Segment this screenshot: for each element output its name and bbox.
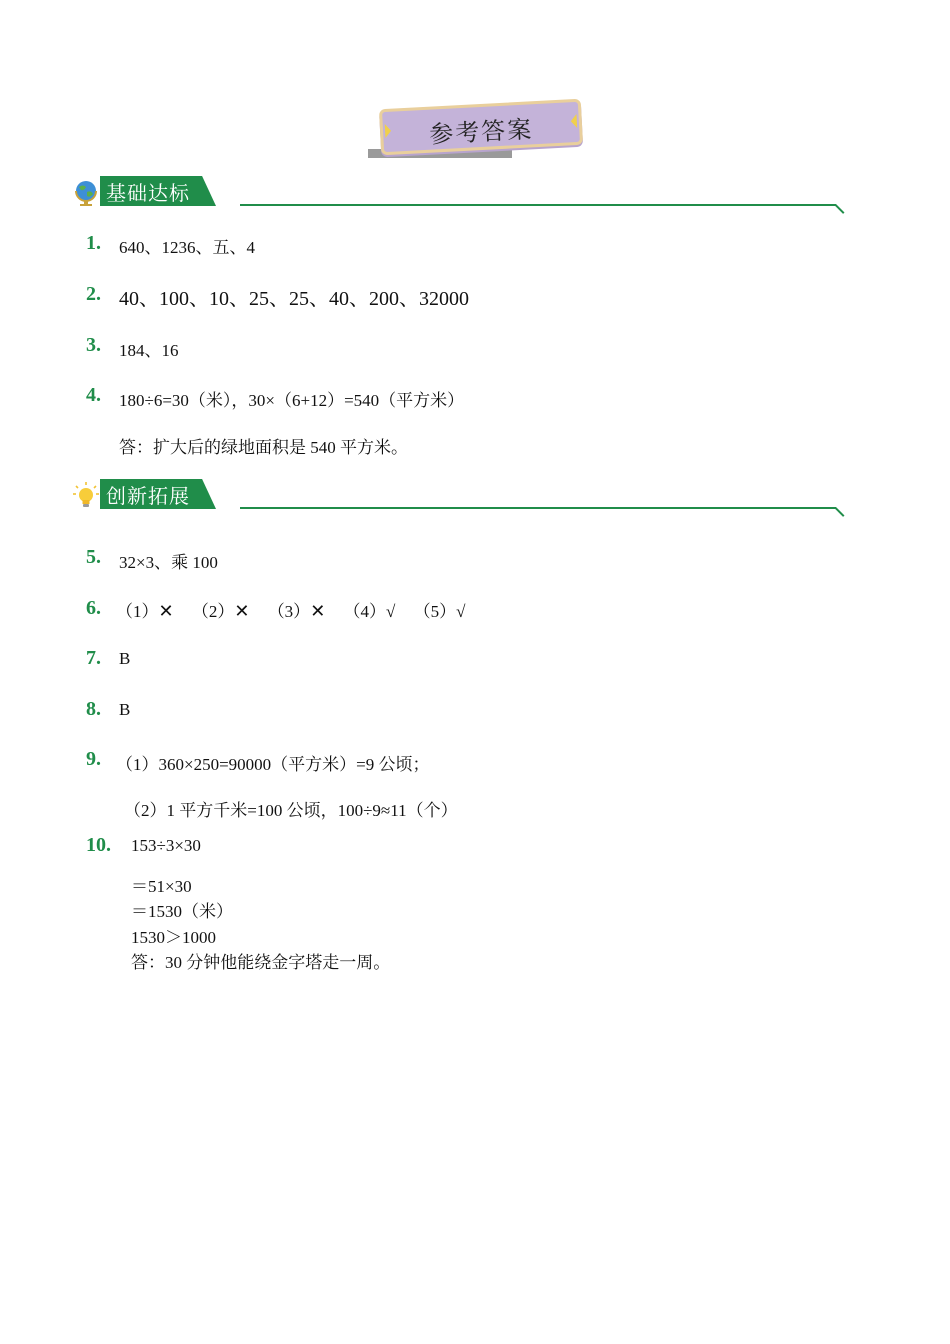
cross-mark: ✕ xyxy=(310,601,326,622)
answer-text: 153÷3×30 xyxy=(131,836,201,855)
answer-text: 32×3、乘 100 xyxy=(119,553,218,572)
cross-mark: ✕ xyxy=(234,601,250,622)
check-mark: √ xyxy=(456,602,466,621)
answer-text: 184、16 xyxy=(119,341,179,360)
section-header-extend xyxy=(72,479,852,513)
answer-text: 40、100、10、25、25、40、200、32000 xyxy=(119,288,469,310)
question-number: 4. xyxy=(86,384,101,406)
answer-text: 180÷6=30（米），30×（6+12）=540（平方米） xyxy=(119,391,465,410)
check-mark: √ xyxy=(386,602,396,621)
title-card xyxy=(379,99,583,156)
answer-text: ＝51×30 xyxy=(131,877,192,896)
answer-text: （2）1 平方千米=100 公顷，100÷9≈11（个） xyxy=(124,801,458,820)
question-number: 6. xyxy=(86,597,101,619)
judgement-label: （5） xyxy=(413,602,457,621)
answer-text: B xyxy=(119,649,131,668)
answer-text: 1530＞1000 xyxy=(131,928,216,947)
answer-text: 答：扩大后的绿地面积是 540 平方米。 xyxy=(119,438,408,457)
answer-text: B xyxy=(119,700,131,719)
question-number: 5. xyxy=(86,546,101,568)
true-false-answers xyxy=(116,597,465,622)
judgement-label: （4） xyxy=(343,602,387,621)
question-number: 9. xyxy=(86,748,101,770)
section-header-basic xyxy=(72,176,852,210)
question-number: 2. xyxy=(86,283,101,305)
section-title: 基础达标 xyxy=(106,181,190,205)
question-number: 10. xyxy=(86,834,111,856)
answer-text: （1）360×250=90000（平方米）=9 公顷； xyxy=(116,755,430,774)
judgement-label: （3） xyxy=(267,602,311,621)
section-rule xyxy=(240,204,836,206)
answer-text: 答：30 分钟他能绕金字塔走一周。 xyxy=(131,953,391,972)
answer-text: 640、1236、五、4 xyxy=(119,238,255,257)
section-rule-end xyxy=(835,507,845,517)
question-number: 3. xyxy=(86,334,101,356)
question-number: 8. xyxy=(86,698,101,720)
lightbulb-icon xyxy=(72,481,102,511)
globe-icon xyxy=(72,178,102,208)
section-rule xyxy=(240,507,836,509)
cross-mark: ✕ xyxy=(158,601,174,622)
judgement-label: （1） xyxy=(116,602,159,621)
page-title: 参考答案 xyxy=(428,115,534,149)
section-rule-end xyxy=(835,204,845,214)
answer-title-badge xyxy=(366,96,584,162)
section-title: 创新拓展 xyxy=(106,484,190,508)
answer-text: ＝1530（米） xyxy=(131,902,233,921)
question-number: 1. xyxy=(86,232,101,254)
judgement-label: （2） xyxy=(191,602,235,621)
question-number: 7. xyxy=(86,647,101,669)
